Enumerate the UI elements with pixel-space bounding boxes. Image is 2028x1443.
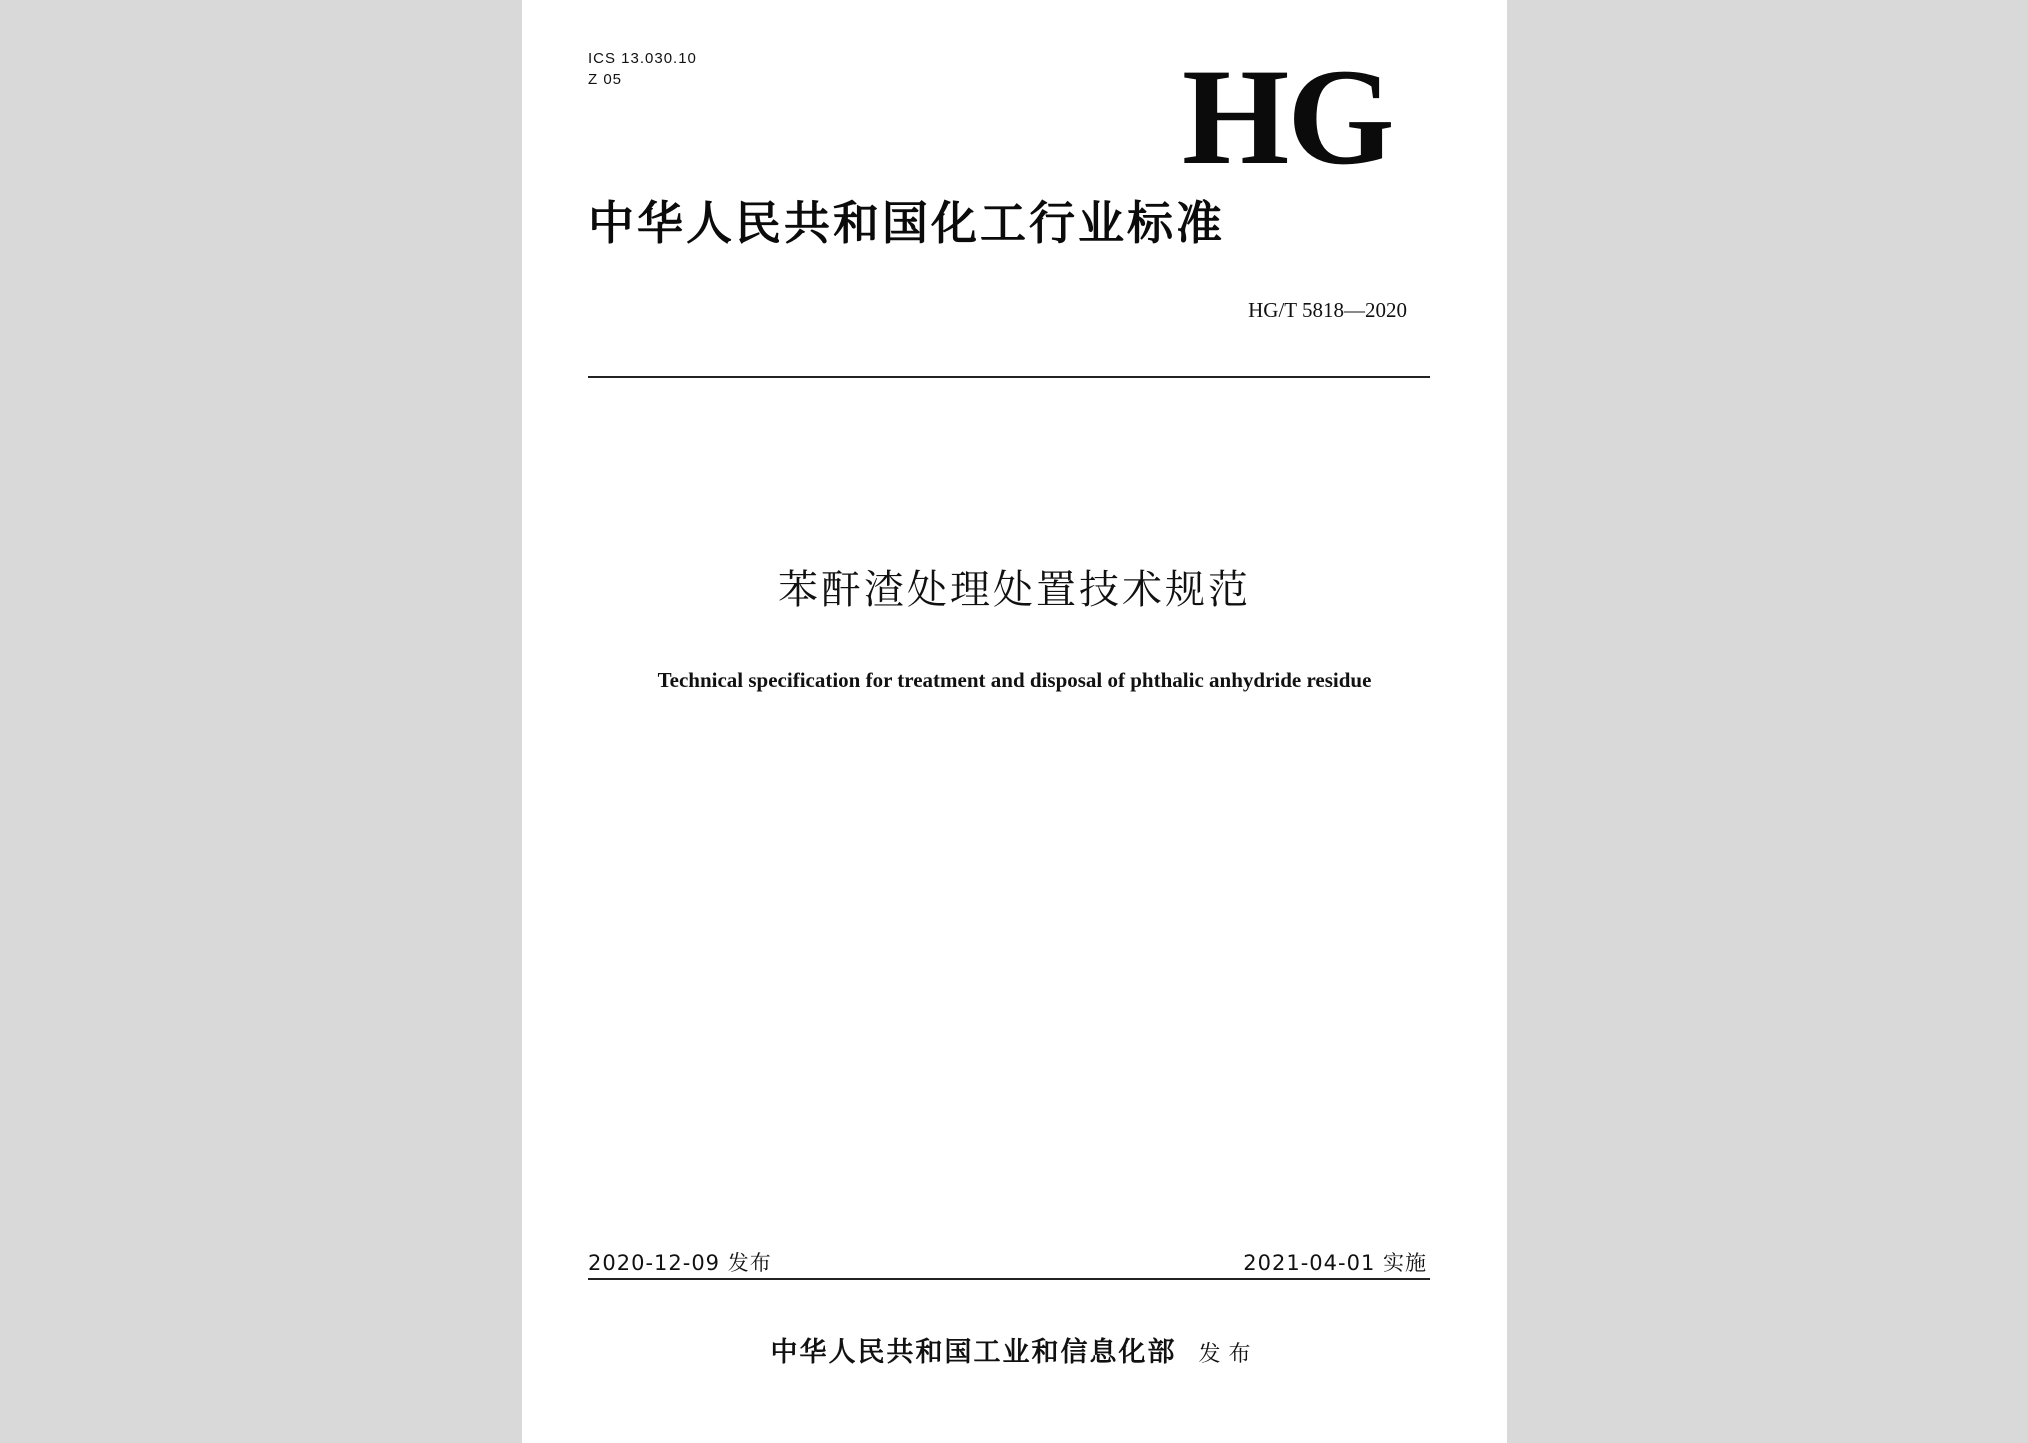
ics-code: ICS 13.030.10 (588, 50, 697, 67)
bottom-divider (588, 1278, 1430, 1280)
english-title: Technical specification for treatment and disposal of phthalic anhydride residue (657, 668, 1372, 692)
top-divider (588, 376, 1430, 378)
implementation-date: 2021-04-01 实施 (1243, 1251, 1427, 1275)
standard-cover-page (522, 0, 1507, 1443)
publisher-line (522, 1330, 1507, 1369)
chinese-title: 苯酐渣处理处置技术规范 (778, 567, 1251, 613)
issue-date: 2020-12-09 发布 (588, 1251, 772, 1275)
publisher-name: 中华人民共和国工业和信息化部 (770, 1337, 1177, 1368)
ccs-code: Z 05 (588, 71, 623, 88)
hg-logo: HG (1182, 40, 1393, 193)
industry-standard-title: 中华人民共和国化工行业标准 (588, 196, 1225, 250)
standard-number: HG/T 5818—2020 (1248, 298, 1407, 322)
publisher-action: 发布 (1198, 1342, 1259, 1367)
